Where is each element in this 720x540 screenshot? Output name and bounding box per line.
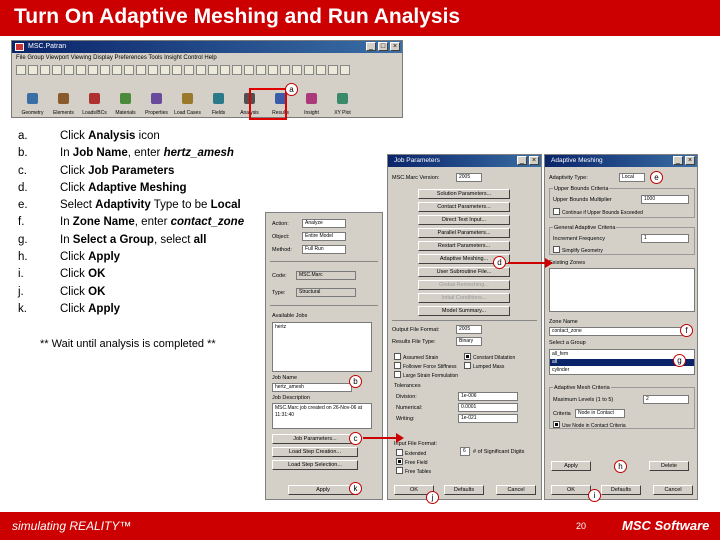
adaptive-apply-button[interactable]: Apply [551,461,591,471]
app-button-fields[interactable] [204,91,233,117]
step-text [60,301,120,318]
step-letter: g. [18,233,28,246]
toolbar-button[interactable] [112,65,122,75]
instruction-steps [18,128,263,318]
page-number: 20 [576,521,587,531]
upper-bounds-input[interactable]: 1000 [641,195,689,204]
msc-logo: MSC Software [622,518,710,533]
step-text-pre: Click [60,302,89,315]
step-8 [18,249,263,266]
step-text-pre: Click [60,130,89,142]
step-text-mid: , select [153,233,194,246]
existing-zones-list[interactable] [549,268,695,312]
code-value: MSC.Marc [296,271,356,280]
patran-main-window [11,40,403,118]
materials-icon [120,93,131,104]
toolbar-button[interactable] [76,65,86,75]
continue-upper-bounds-checkbox[interactable]: Continue if Upper Bounds Exceeded [553,208,643,216]
toolbar-button[interactable] [304,65,314,75]
increment-frequency-label: Increment Frequency [553,236,605,242]
criteria-label: Criteria [553,411,571,417]
job-param-button-2[interactable]: Contact Parameters... [418,202,510,212]
step-letter: c. [18,164,27,177]
app-button-properties[interactable] [142,91,171,117]
code-label: Code: [272,273,287,279]
step-text-pre: Click [60,268,89,281]
job-param-button-3[interactable]: Direct Text Input... [418,215,510,225]
arrow-head-icon [545,258,553,268]
step-11 [18,301,263,318]
large-strain-checkbox[interactable]: Large Strain Formulation [394,371,458,379]
toolbar-button[interactable] [340,65,350,75]
list-item[interactable]: hertz [275,324,287,330]
adaptive-delete-button[interactable]: Delete [649,461,689,471]
toolbar-button[interactable] [316,65,326,75]
callout-k: k [349,482,362,495]
sig-digits-input[interactable]: 6 [460,447,470,456]
toolbar-button[interactable] [328,65,338,75]
criteria-select[interactable]: Node in Contact [575,409,625,418]
select-group-label: Select a Group [549,340,586,346]
toolbar-button[interactable] [160,65,170,75]
step-text-pre: Click [60,181,89,194]
step-text [60,214,244,231]
app-button-label: XY Plot [334,110,351,116]
job-param-button-4[interactable]: Parallel Parameters... [418,228,510,238]
adaptive-meshing-title: Adaptive Meshing _ × [545,155,697,167]
callout-f: f [680,324,693,337]
upper-bounds-label: Upper Bounds Multiplier [553,197,612,203]
toolbar-button[interactable] [136,65,146,75]
minimize-icon[interactable]: _ [673,156,683,165]
available-jobs-list[interactable] [272,322,372,372]
step-text-bold: Zone Name [72,216,135,229]
step-3 [18,163,263,180]
close-icon[interactable]: × [390,42,400,51]
step-text-pre: Click [60,285,89,298]
job-description-label: Job Description [272,395,310,401]
app-button-elements[interactable] [49,91,78,117]
max-levels-label: Maximum Levels (1 to 5) [553,397,614,403]
type-label: Type: [272,290,286,296]
job-params-ok-button[interactable]: OK [394,485,434,495]
toolbar-button[interactable] [268,65,278,75]
app-button-xy-plot[interactable] [328,91,357,117]
step-5 [18,197,263,214]
slide-title: Turn On Adaptive Meshing and Run Analysis [14,5,461,28]
job-parameters-button[interactable]: Job Parameters... [272,434,358,444]
step-text-mid: , enter [134,216,171,229]
step-letter: f. [18,216,25,229]
results-type-label: Results File Type: [392,339,436,345]
elements-icon [58,93,69,104]
job-param-button-1[interactable]: Solution Parameters... [418,189,510,199]
close-icon[interactable]: × [685,156,695,165]
xy-plot-icon [337,93,348,104]
marc-version-label: MSC.Marc Version: [392,175,440,181]
tolerance-input[interactable]: 0.0001 [458,403,518,412]
sig-digits-label: # of Significant Digits [473,449,525,455]
app-button-load-cases[interactable] [173,91,202,117]
toolbar-button[interactable] [244,65,254,75]
properties-icon [151,93,162,104]
job-param-button-5[interactable]: Restart Parameters... [418,241,510,251]
step-text-bold: Apply [88,302,121,315]
step-text-italic: hertz_amesh [163,147,234,160]
step-text-bold: Job Name [72,147,128,160]
general-criteria-group-label: General Adaptive Criteria [554,225,616,231]
job-name-input[interactable]: hertz_amesh [272,383,352,392]
callout-i: i [588,489,601,502]
toolbar-button[interactable] [28,65,38,75]
action-select[interactable]: Analyze [302,219,346,228]
callout-j: j [426,491,439,504]
load-cases-icon [182,93,193,104]
toolbar-button[interactable] [52,65,62,75]
callout-g: g [673,354,686,367]
tolerance-input[interactable]: 1e-021 [458,414,518,423]
step-text-bold: Adaptive Meshing [88,181,187,194]
step-10 [18,284,263,301]
toolbar-button[interactable] [280,65,290,75]
output-format-select[interactable]: 2005 [456,325,482,334]
app-button-label: Materials [115,110,136,116]
app-button-label: Geometry [21,110,44,116]
step-7 [18,232,263,249]
step-text-pre: In [60,147,73,160]
object-select[interactable]: Entire Model [302,232,346,241]
upper-bounds-group-label: Upper Bounds Criteria [554,186,609,192]
step-text-mid: icon [135,130,160,142]
arrow-head-icon [396,433,404,443]
minimize-icon[interactable]: _ [366,42,376,51]
adaptivity-type-select[interactable]: Local [619,173,645,182]
increment-frequency-input[interactable]: 1 [641,234,689,243]
analysis-panel [265,212,383,500]
geometry-icon [27,93,38,104]
step-text-post: Local [210,199,241,212]
step-letter: h. [18,251,28,264]
analysis-icon-highlight [249,88,287,120]
toolbar-button[interactable] [184,65,194,75]
job-name-label: Job Name [272,375,298,381]
results-type-select[interactable]: Binary [456,337,482,346]
app-button-label: Results [272,110,289,116]
toolbar-button[interactable] [40,65,50,75]
step-text-mid: Type to be [150,199,211,212]
step-text-pre: Click [60,251,89,264]
step-4 [18,180,263,197]
step-text-bold: Adaptivity [95,199,151,212]
app-button-loads-bcs[interactable] [80,91,109,117]
slide-title-bar [0,0,720,36]
object-label: Object: [272,234,290,240]
load-step-selection-button[interactable]: Load Step Selection... [272,460,358,470]
step-text-bold: Select a Group [72,233,154,246]
step-2 [18,145,263,162]
output-format-label: Output File Format: [392,327,440,333]
method-label: Method: [272,247,292,253]
slide-footer [0,512,720,540]
assumed-strain-checkbox[interactable]: Assumed Strain [394,353,438,361]
toolbar-button[interactable] [172,65,182,75]
zone-name-input[interactable]: contact_zone [549,327,683,336]
step-text-italic: contact_zone [170,216,245,229]
toolbar-button[interactable] [232,65,242,75]
node-in-contact-checkbox[interactable]: Use Node in Contact Criteria [553,421,626,429]
apply-button[interactable]: Apply [288,485,358,495]
step-letter: i. [18,268,24,281]
callout-a: a [285,83,298,96]
load-step-creation-button[interactable]: Load Step Creation... [272,447,358,457]
step-text-post: all [193,233,207,246]
patran-window-title: MSC.Patran [28,43,67,50]
job-param-button-8[interactable]: Global Remeshing... [418,280,510,290]
step-text-pre: In [60,233,73,246]
patran-app-icon [15,43,24,51]
job-description-input[interactable]: MSC.Marc job created on 26-Nov-06 at 11:31:40 [272,403,372,429]
step-text [60,197,241,214]
simplify-geometry-checkbox[interactable]: Simplify Geometry [553,246,603,254]
close-icon[interactable]: × [529,156,539,165]
step-text-bold: Apply [88,251,121,264]
callout-h: h [614,460,627,473]
step-text [60,249,120,266]
job-param-button-9[interactable]: Initial Conditions... [418,293,510,303]
tolerances-label: Tolerances [394,383,421,389]
step-text-mid: , enter [127,147,164,160]
step-text-pre: Click [60,164,89,177]
step-6 [18,214,263,231]
patran-app-buttons [12,91,402,118]
app-button-insight[interactable] [297,91,326,117]
toolbar-button[interactable] [124,65,134,75]
loads-bcs-icon [89,93,100,104]
step-letter: j. [18,285,24,298]
job-param-button-6[interactable]: Adaptive Meshing... [418,254,510,264]
lumped-mass-checkbox[interactable]: Lumped Mass [464,362,504,370]
type-value: Structural [296,288,356,297]
marc-version-select[interactable]: 2005 [456,173,482,182]
app-button-label: Load Cases [174,110,201,116]
arrow-adaptive-meshing [508,262,546,264]
job-params-defaults-button[interactable]: Defaults [444,485,484,495]
adaptive-meshing-dialog [544,154,698,500]
existing-zones-label: Existing Zones [549,260,586,266]
step-letter: b. [18,147,28,160]
action-label: Action: [272,221,289,227]
toolbar-button[interactable] [100,65,110,75]
step-text-bold: OK [88,285,106,298]
app-button-label: Analysis [240,110,259,116]
step-text [60,232,206,249]
callout-d: d [493,256,506,269]
group-list-item[interactable]: all_fem [552,351,569,357]
tolerance-label: Numerical: [396,405,423,411]
step-text-bold: Analysis [88,130,136,142]
wait-note: ** Wait until analysis is completed ** [40,338,216,350]
toolbar-button[interactable] [292,65,302,75]
available-jobs-label: Available Jobs [272,313,308,319]
adaptivity-type-label: Adaptivity Type: [549,175,588,181]
group-list-item[interactable]: all [550,359,694,366]
job-parameters-title: Job Parameters _ × [388,155,541,167]
mesh-criteria-group-label: Adaptive Mesh Criteria [554,385,610,391]
tolerance-label: Division: [396,394,417,400]
step-text-pre: In [60,216,73,229]
step-letter: k. [18,302,27,315]
step-letter: e. [18,199,28,212]
max-levels-input[interactable]: 2 [643,395,689,404]
arrow-job-params [363,437,397,439]
app-button-label: Elements [53,110,74,116]
free-tables-checkbox[interactable]: Free Tables [396,467,431,475]
follower-force-checkbox[interactable]: Follower Force Stiffness [394,362,457,370]
toolbar-button[interactable] [196,65,206,75]
adaptive-ok-button[interactable]: OK [551,485,591,495]
step-text-bold: OK [88,268,106,281]
toolbar-button[interactable] [256,65,266,75]
toolbar-button[interactable] [148,65,158,75]
step-text [60,266,105,283]
step-text [60,163,174,180]
group-list-item[interactable]: cylinder [552,367,570,373]
step-9 [18,266,263,283]
free-field-radio[interactable]: Free Field [396,458,428,466]
constant-dilatation-checkbox[interactable]: Constant Dilatation [464,353,515,361]
method-select[interactable]: Full Run [302,245,346,254]
app-button-label: Fields [211,110,226,116]
minimize-icon[interactable]: _ [517,156,527,165]
step-1 [18,128,263,145]
callout-c: c [349,432,362,445]
patran-toolbar [12,63,402,77]
tolerance-input[interactable]: 1e-006 [458,392,518,401]
step-text [60,145,234,162]
tolerance-label: Writing: [396,416,415,422]
app-button-label: Properties [145,110,168,116]
callout-e: e [650,171,663,184]
app-button-geometry[interactable] [18,91,47,117]
insight-icon [306,93,317,104]
extended-radio[interactable]: Extended [396,449,426,457]
app-button-label: Insight [304,110,319,116]
toolbar-button[interactable] [16,65,26,75]
input-format-label: Input File Format: [394,441,438,447]
job-param-button-7[interactable]: User Subroutine File... [418,267,510,277]
fields-icon [213,93,224,104]
toolbar-button[interactable] [64,65,74,75]
toolbar-button[interactable] [220,65,230,75]
step-letter: d. [18,181,28,194]
job-param-button-10[interactable]: Model Summary... [418,306,510,316]
app-button-label: Loads/BCs [82,110,107,116]
toolbar-button[interactable] [88,65,98,75]
patran-menu-bar[interactable]: File Group Viewport Viewing Display Preferences Tools Insight Control Help [16,55,217,61]
maximize-icon[interactable]: □ [378,42,388,51]
zone-name-label: Zone Name [549,319,578,325]
footer-tagline: simulating REALITY™ [12,519,132,533]
toolbar-button[interactable] [208,65,218,75]
adaptive-cancel-button[interactable]: Cancel [653,485,693,495]
job-parameters-dialog [387,154,542,500]
step-text [60,128,160,145]
step-text-pre: Select [60,199,96,212]
step-text [60,284,105,301]
step-text [60,180,187,197]
patran-title-bar [12,41,402,53]
job-params-cancel-button[interactable]: Cancel [496,485,536,495]
step-letter: a. [18,130,28,142]
adaptive-defaults-button[interactable]: Defaults [601,485,641,495]
step-text-bold: Job Parameters [88,164,175,177]
callout-b: b [349,375,362,388]
app-button-materials[interactable] [111,91,140,117]
